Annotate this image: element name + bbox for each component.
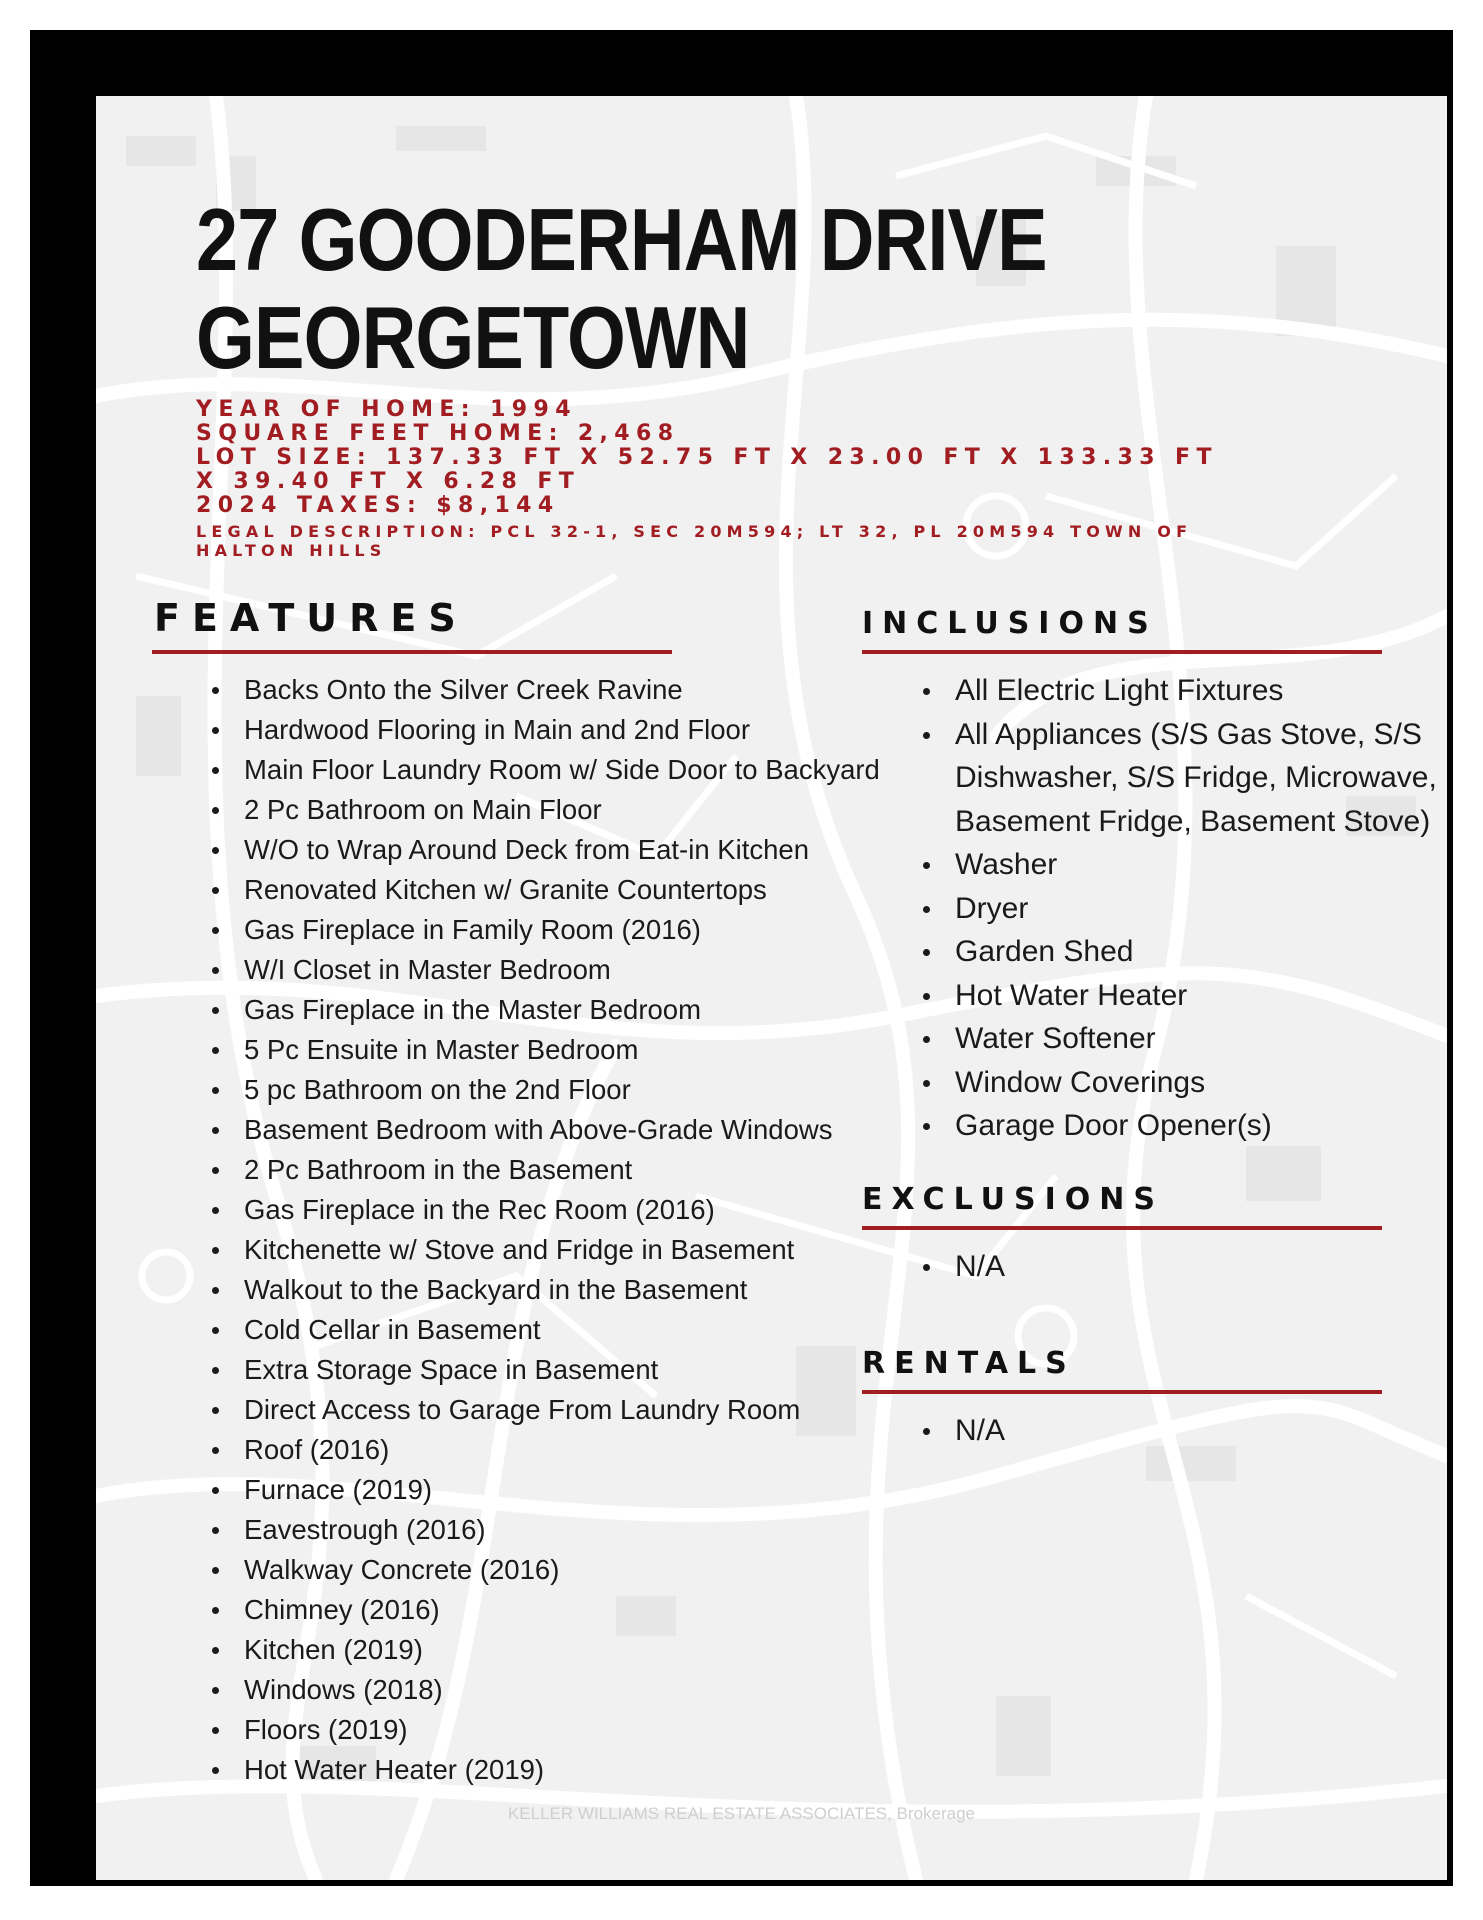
feature-item: Renovated Kitchen w/ Granite Countertops (198, 870, 898, 910)
exclusions-underline (862, 1226, 1382, 1230)
feature-item: Cold Cellar in Basement (198, 1310, 898, 1350)
listing-sheet (96, 96, 1447, 1880)
feature-item: Basement Bedroom with Above-Grade Windows (198, 1110, 898, 1150)
inclusions-heading: INCLUSIONS (862, 606, 1158, 641)
feature-item: Windows (2018) (198, 1670, 898, 1710)
feature-item: Main Floor Laundry Room w/ Side Door to Backyard (198, 750, 898, 790)
inclusion-item: All Electric Light Fixtures (909, 669, 1447, 713)
feature-item: Walkway Concrete (2016) (198, 1550, 898, 1590)
feature-item: Furnace (2019) (198, 1470, 898, 1510)
feature-item: Backs Onto the Silver Creek Ravine (198, 670, 898, 710)
inclusions-underline (862, 650, 1382, 654)
address-title: 27 GOODERHAM DRIVE (196, 190, 1047, 289)
feature-item: Roof (2016) (198, 1430, 898, 1470)
inclusion-item: Garage Door Opener(s) (909, 1104, 1447, 1148)
listing-content (96, 96, 1447, 1880)
feature-item: W/I Closet in Master Bedroom (198, 950, 898, 990)
feature-item: Hardwood Flooring in Main and 2nd Floor (198, 710, 898, 750)
feature-item: Direct Access to Garage From Laundry Room (198, 1390, 898, 1430)
inclusion-item: Dryer (909, 887, 1447, 931)
feature-item: Eavestrough (2016) (198, 1510, 898, 1550)
legal-description-line-2: HALTON HILLS (196, 541, 387, 560)
lot-size-line-2: X 39.40 FT X 6.28 FT (196, 469, 581, 494)
year-of-home: YEAR OF HOME: 1994 (196, 397, 577, 422)
feature-item: Gas Fireplace in Family Room (2016) (198, 910, 898, 950)
feature-item: 2 Pc Bathroom on Main Floor (198, 790, 898, 830)
feature-item: Floors (2019) (198, 1710, 898, 1750)
inclusion-item: Garden Shed (909, 930, 1447, 974)
legal-description-line-1: LEGAL DESCRIPTION: PCL 32-1, SEC 20M594; LT 32, PL 20M594 TOWN OF (196, 522, 1193, 541)
feature-item: Kitchenette w/ Stove and Fridge in Basement (198, 1230, 898, 1270)
inclusion-item: Hot Water Heater (909, 974, 1447, 1018)
feature-item: Gas Fireplace in the Master Bedroom (198, 990, 898, 1030)
feature-item: Chimney (2016) (198, 1590, 898, 1630)
inclusion-item: Washer (909, 843, 1447, 887)
annual-taxes: 2024 TAXES: $8,144 (196, 493, 560, 518)
features-heading: FEATURES (154, 596, 468, 640)
city-title: GEORGETOWN (196, 288, 750, 387)
feature-item: Extra Storage Space in Basement (198, 1350, 898, 1390)
rentals-list (909, 1409, 1447, 1453)
rentals-heading: RENTALS (862, 1346, 1076, 1381)
inclusions-list (909, 669, 1447, 1148)
inclusion-item: Water Softener (909, 1017, 1447, 1061)
inclusion-item: All Appliances (S/S Gas Stove, S/S Dishwasher, S/S Fridge, Microwave, Basement Fridge, Basement Stove) (909, 713, 1447, 844)
features-underline (152, 650, 672, 654)
exclusions-list (909, 1245, 1447, 1289)
feature-item: Hot Water Heater (2019) (198, 1750, 898, 1790)
feature-item: Gas Fireplace in the Rec Room (2016) (198, 1190, 898, 1230)
exclusion-item: N/A (909, 1245, 1447, 1289)
lot-size-line-1: LOT SIZE: 137.33 FT X 52.75 FT X 23.00 FT X 133.33 FT (196, 445, 1218, 470)
square-feet: SQUARE FEET HOME: 2,468 (196, 421, 680, 446)
feature-item: 5 pc Bathroom on the 2nd Floor (198, 1070, 898, 1110)
exclusions-heading: EXCLUSIONS (862, 1182, 1164, 1217)
feature-item: 2 Pc Bathroom in the Basement (198, 1150, 898, 1190)
feature-item: W/O to Wrap Around Deck from Eat-in Kitchen (198, 830, 898, 870)
feature-item: Kitchen (2019) (198, 1630, 898, 1670)
feature-item: 5 Pc Ensuite in Master Bedroom (198, 1030, 898, 1070)
brokerage-footer: KELLER WILLIAMS REAL ESTATE ASSOCIATES, Brokerage (507, 1804, 976, 1823)
features-list (198, 670, 898, 1790)
inclusion-item: Window Coverings (909, 1061, 1447, 1105)
page-border-frame (30, 30, 1453, 1886)
rentals-underline (862, 1390, 1382, 1394)
feature-item: Walkout to the Backyard in the Basement (198, 1270, 898, 1310)
rental-item: N/A (909, 1409, 1447, 1453)
